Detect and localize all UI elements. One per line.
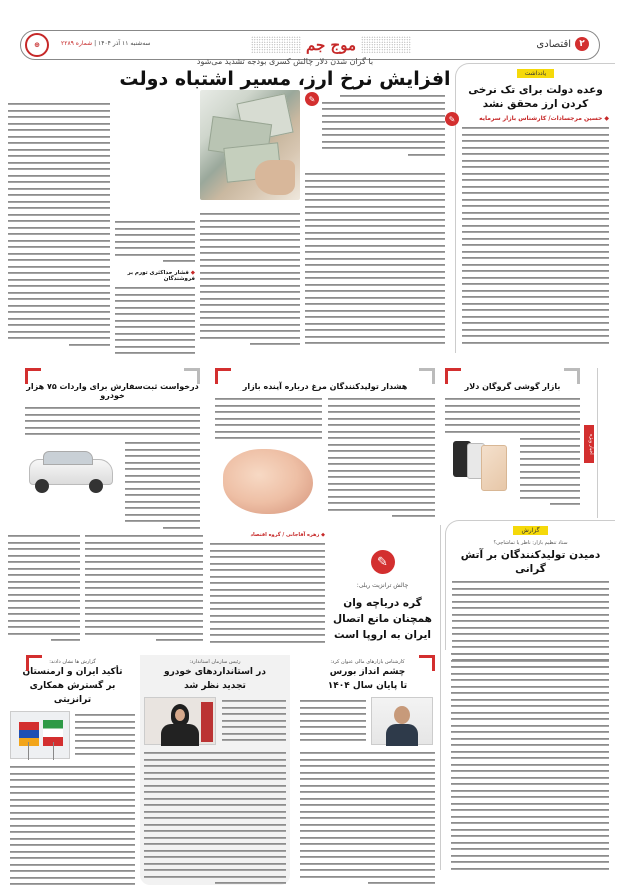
paper-logo-icon: ✎ xyxy=(305,92,319,106)
corner-accent xyxy=(445,368,461,384)
report-kicker: ستاد تنظیم بازار: ناظر یا تماشاچی؟ xyxy=(493,540,568,546)
side-headline[interactable]: وعده دولت برای تک نرخی کردن ارز محقق نشد xyxy=(468,84,603,110)
corner-accent xyxy=(564,368,580,384)
chicken-story-card xyxy=(215,368,435,518)
lead-body-col-3 xyxy=(115,218,195,359)
lead-body-col-2 xyxy=(200,210,300,348)
vertical-section-tag: اخبار ویژه xyxy=(584,425,594,463)
suv-photo xyxy=(25,447,115,492)
iran-armenia-headline[interactable]: تأکید ایران و ارمنستان بر گسترش همکاری ترانزیتی xyxy=(22,667,123,705)
rail-kicker: چالش ترانزیت ریلی: xyxy=(356,582,409,589)
iran-armenia-kicker: گزارش ها نشان دادند: xyxy=(49,659,96,665)
lead-intro-column xyxy=(305,92,445,350)
report-box xyxy=(445,520,615,650)
brand-name: موج جم xyxy=(306,36,356,54)
car-import-story-card xyxy=(25,368,200,518)
official-portrait xyxy=(144,697,216,745)
page-number: ۲ xyxy=(575,37,589,51)
rail-headline[interactable]: گره دریاچه وان همچنان مانع اتصال ایران به اروپا است xyxy=(333,597,432,641)
analyst-portrait xyxy=(371,697,433,745)
newspaper-logo xyxy=(251,34,411,56)
bourse-headline[interactable]: چشم انداز بورس تا پایان سال ۱۴۰۴ xyxy=(327,667,408,691)
issue-date: سه‌شنبه ۱۱ آذر ۱۴۰۴ | شماره ۲۲۸۹ xyxy=(61,40,151,47)
section-title: اقتصادی xyxy=(536,38,571,50)
halftone-pattern xyxy=(251,36,301,54)
seal-icon: ⊕ xyxy=(25,33,49,57)
chicken-photo xyxy=(215,445,322,523)
side-opinion-box xyxy=(455,63,615,353)
lead-kicker: با گران شدن دلار چالش کسری بودجه تشدید می‌شود xyxy=(196,57,374,66)
car-import-headline[interactable]: درخواست ثبت‌سفارش برای واردات ۷۵ هزار خودرو xyxy=(26,382,199,400)
side-byline: ◆ حسین مرجسادات/ کارشناس بازار سرمایه xyxy=(479,115,609,122)
rail-body-col-1: ◆ زهره آقاجانی / گروه اقتصاد xyxy=(210,532,325,650)
section-label xyxy=(536,37,589,51)
lead-body-col-1 xyxy=(305,170,445,350)
side-body-text xyxy=(456,124,615,354)
iran-armenia-tile xyxy=(10,655,135,885)
report-headline[interactable]: دمیدن تولیدکنندگان بر آتش گرانی xyxy=(460,549,601,575)
report-tag: گزارش xyxy=(513,526,547,535)
bourse-tile xyxy=(300,655,435,885)
rail-body-col-2 xyxy=(85,532,203,647)
masthead xyxy=(20,30,600,60)
lead-body-col-4 xyxy=(8,100,110,352)
side-tag: یادداشت xyxy=(517,69,554,78)
money-photo xyxy=(200,90,300,200)
issue-number: شماره ۲۲۸۹ xyxy=(61,40,93,47)
bourse-kicker: کارشناس بازارهای مالی عنوان کرد: xyxy=(330,659,405,665)
chicken-headline[interactable]: هشدار تولیدکنندگان مرغ درباره آینده بازار xyxy=(242,382,408,391)
standards-headline[interactable]: در استانداردهای خودرو تجدید نظر شد xyxy=(164,667,266,691)
halftone-pattern xyxy=(361,36,411,54)
lead-headline[interactable]: افزایش نرخ ارز، مسیر اشتباه دولت xyxy=(119,68,451,90)
standards-tile xyxy=(140,655,290,885)
rail-feature-block xyxy=(330,550,435,645)
flags-photo xyxy=(10,711,70,759)
date-text: سه‌شنبه ۱۱ آذر ۱۴۰۴ xyxy=(98,40,151,47)
phones-story-card xyxy=(445,368,580,510)
rail-body-col-3 xyxy=(8,532,80,647)
report-body-bottom xyxy=(451,650,609,875)
lead-intro-text xyxy=(322,92,445,162)
lead-subhead: ◆ فشار حداکثری تورم بر فروشندگان xyxy=(127,270,195,282)
paper-logo-icon: ✎ xyxy=(445,112,459,126)
phones-headline[interactable]: بازار گوشی گروگان دلار xyxy=(464,382,561,391)
iphone-photo xyxy=(445,437,515,507)
standards-kicker: رئیس سازمان استاندارد: xyxy=(189,659,241,665)
paper-logo-icon: ✎ xyxy=(371,550,395,574)
